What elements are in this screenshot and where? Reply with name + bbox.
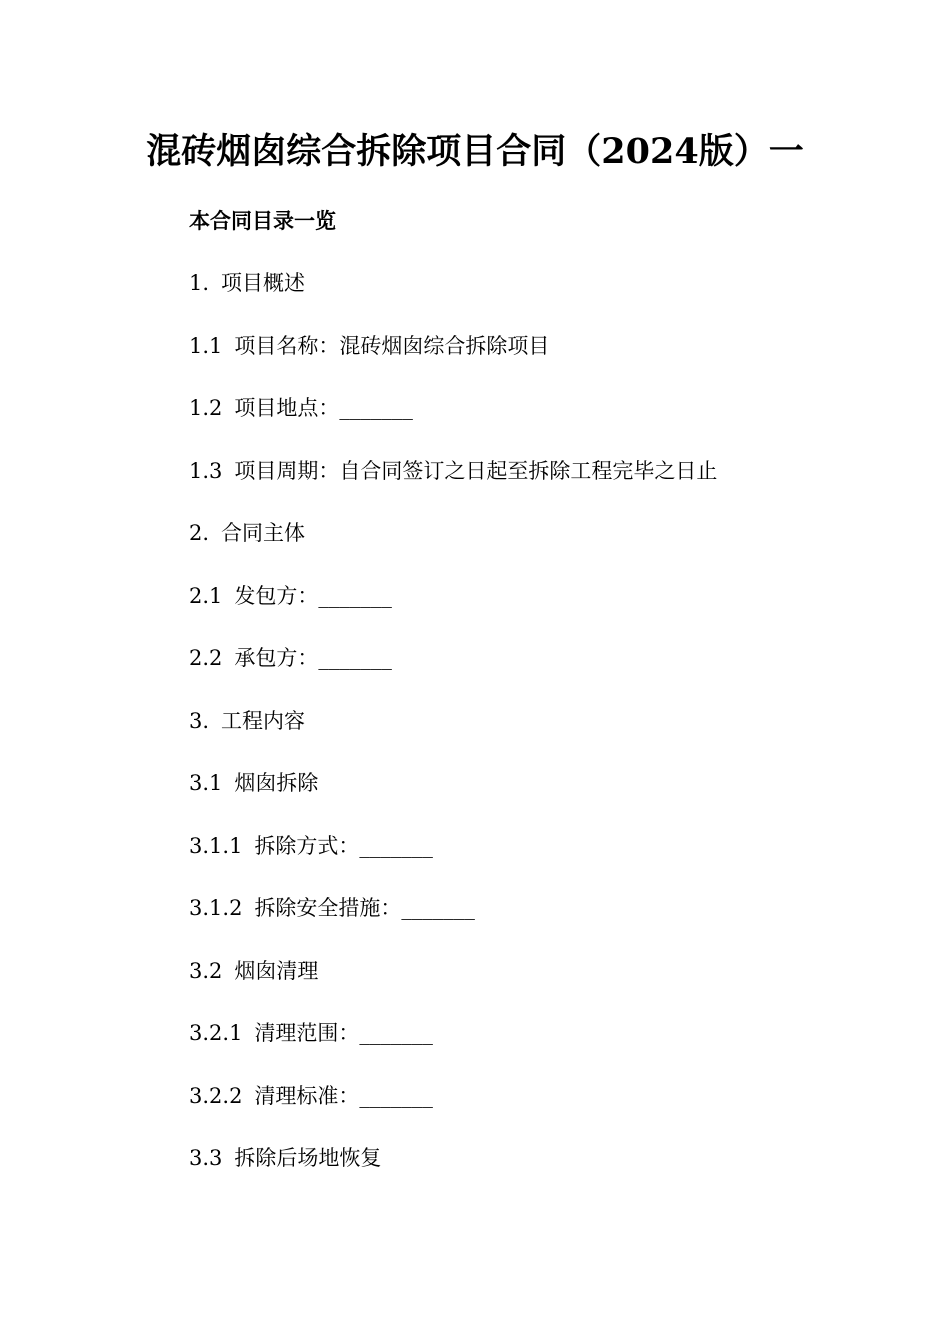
toc-item-number: 3.1.2: [189, 896, 243, 920]
toc-item-number: 3.2: [189, 958, 223, 983]
toc-item-number: 3.: [189, 708, 210, 733]
toc-item-3-3: [189, 1143, 717, 1206]
document-title: 混砖烟囱综合拆除项目合同（2024版）一: [146, 131, 804, 172]
toc-item-text: 烟囱拆除: [234, 771, 319, 795]
toc-item-number: 2.: [189, 521, 210, 545]
toc-item-text: 清理范围：_______: [254, 1021, 433, 1045]
toc-item-text: 发包方：_______: [234, 583, 392, 608]
toc-item-3-1: [189, 768, 717, 831]
toc-item-number: 2.2: [189, 646, 223, 670]
toc-item-text: 拆除安全措施：_______: [254, 896, 475, 920]
toc-item-1-3: [189, 456, 717, 519]
toc-item-number: 3.3: [189, 1146, 223, 1170]
toc-item-text: 工程内容: [221, 708, 306, 733]
toc-item-number: 1.1: [189, 333, 223, 358]
toc-item-number: 1.: [189, 271, 210, 295]
toc-item-3-1-1: [189, 831, 717, 894]
toc-item-number: 3.1.1: [189, 833, 243, 858]
toc-list: [189, 268, 717, 1206]
toc-item-text: 烟囱清理: [234, 958, 319, 983]
toc-item-3-2-2: [189, 1081, 717, 1144]
toc-item-number: 3.2.2: [189, 1083, 243, 1108]
toc-item-2-1: [189, 581, 717, 644]
toc-item-text: 项目周期：自合同签订之日起至拆除工程完毕之日止: [234, 458, 718, 483]
toc-heading: 本合同目录一览: [189, 208, 336, 233]
toc-item-text: 项目地点：_______: [234, 396, 413, 420]
toc-item-text: 清理标准：_______: [254, 1083, 433, 1108]
toc-item-3-2-1: [189, 1018, 717, 1081]
toc-item-1-2: [189, 393, 717, 456]
toc-item-3-1-2: [189, 893, 717, 956]
toc-item-2-2: [189, 643, 717, 706]
toc-item-number: 2.1: [189, 583, 223, 608]
toc-item-text: 拆除后场地恢复: [234, 1146, 382, 1170]
toc-item-3-2: [189, 956, 717, 1019]
toc-item-3: [189, 706, 717, 769]
toc-item-text: 拆除方式：_______: [254, 833, 433, 858]
toc-item-number: 3.2.1: [189, 1021, 243, 1045]
toc-item-text: 合同主体: [221, 521, 306, 545]
toc-item-text: 项目概述: [221, 271, 306, 295]
toc-item-text: 承包方：_______: [234, 646, 392, 670]
toc-item-1-1: [189, 331, 717, 394]
toc-item-number: 1.2: [189, 396, 223, 420]
toc-item-2: [189, 518, 717, 581]
toc-item-text: 项目名称：混砖烟囱综合拆除项目: [234, 333, 550, 358]
toc-item-number: 1.3: [189, 458, 223, 483]
toc-item-1: [189, 268, 717, 331]
toc-item-number: 3.1: [189, 771, 223, 795]
